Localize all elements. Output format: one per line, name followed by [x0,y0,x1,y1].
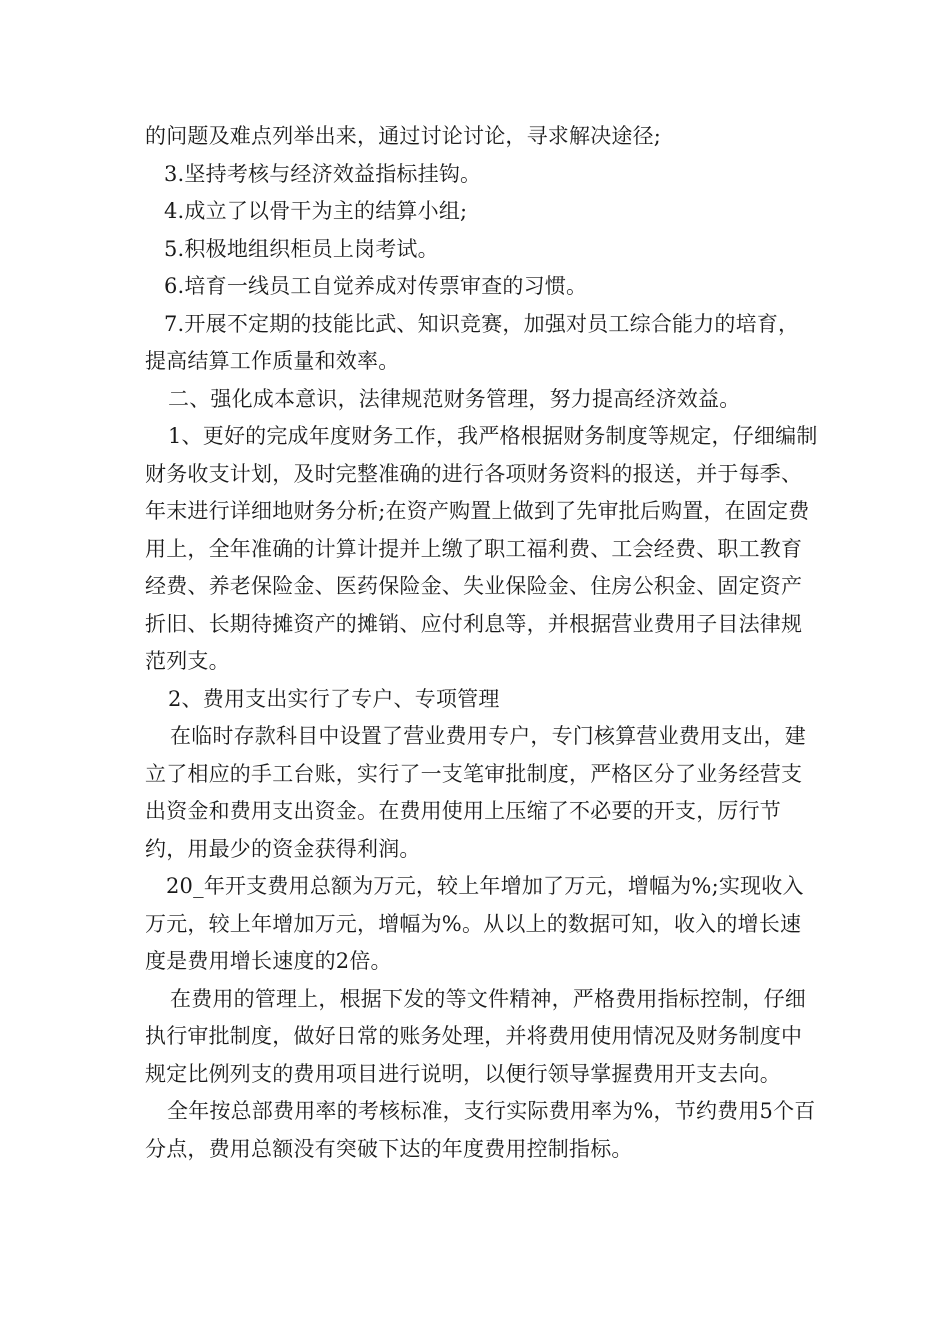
paragraph-finance-work: 1、更好的完成年度财务工作，我严格根据财务制度等规定，仔细编制财务收支计划，及时完整准确的进行各项财务资料的报送，并于每季、年末进行详细地财务分析;在资产购置上做到了先审批后购置，在固定费用上，全年准确的计算计提并上缴了职工福利费、工会经费、职工教育经费、养老保险金、医药保险金、失业保险金、住房公积金、固定资产折旧、长期待摊资产的摊销、应付利息等，并根据营业费用子目法律规范列支。 [145,424,818,673]
section-heading-2: 二、强化成本意识，法律规范财务管理，努力提高经济效益。 [168,386,741,411]
paragraph-expense-rate: 全年按总部费用率的考核标准，支行实际费用率为%，节约费用5个百分点，费用总额没有突破下达的年度费用控制指标。 [145,1099,816,1161]
paragraph-expense-management: 在费用的管理上，根据下发的等文件精神，严格费用指标控制，仔细执行审批制度，做好日常的账务处理，并将费用使用情况及财务制度中规定比例列支的费用项目进行说明，以便行领导掌握费用开支去向。 [145,986,806,1086]
paragraph-item-5: 5.积极地组织柜员上岗考试。 [164,236,439,261]
paragraph-continuation: 的问题及难点列举出来，通过讨论讨论，寻求解决途径; [145,124,662,148]
paragraph-expense-heading: 2、费用支出实行了专户、专项管理 [168,686,500,711]
document-body [145,118,820,1168]
paragraph-item-6: 6.培育一线员工自觉养成对传票审查的习惯。 [164,274,588,298]
paragraph-expense-figures: 20_年开支费用总额为万元，较上年增加了万元，增幅为%;实现收入万元，较上年增加万元，增幅为%。从以上的数据可知，收入的增长速度是费用增长速度的2倍。 [145,874,804,973]
paragraph-expense-account: 在临时存款科目中设置了营业费用专户，专门核算营业费用支出，建立了相应的手工台账，实行了一支笔审批制度，严格区分了业务经营支出资金和费用支出资金。在费用使用上压缩了不必要的开支，厉行节约，用最少的资金获得利润。 [145,724,806,861]
paragraph-item-7: 7.开展不定期的技能比武、知识竞赛，加强对员工综合能力的培育，提高结算工作质量和效率。 [145,311,800,373]
paragraph-item-3: 3.坚持考核与经济效益指标挂钩。 [164,161,482,186]
paragraph-item-4: 4.成立了以骨干为主的结算小组; [164,199,468,223]
